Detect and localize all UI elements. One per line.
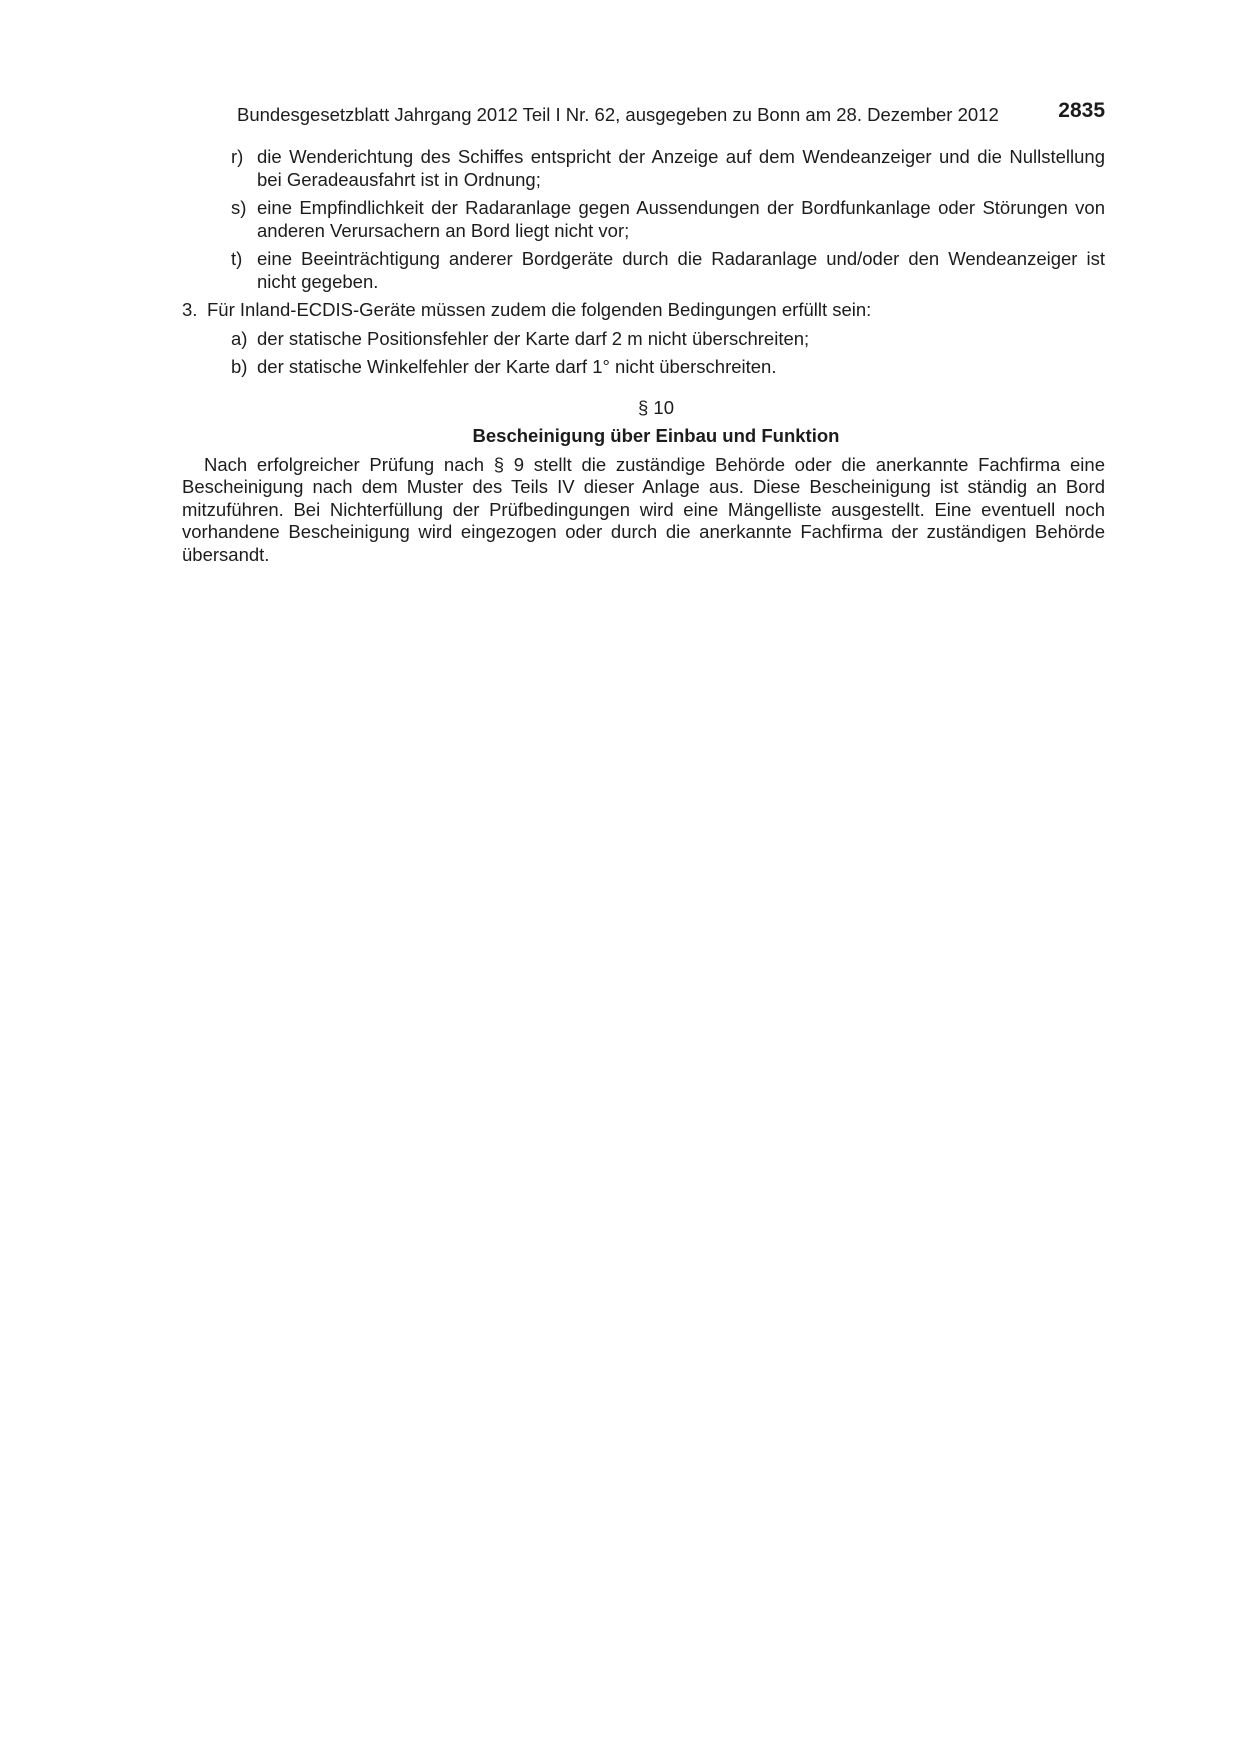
- list-item-text: Für Inland-ECDIS-Geräte müssen zudem die folgenden Bedingungen erfüllt sein:: [207, 299, 872, 320]
- list-item-3: [182, 299, 1105, 322]
- list-marker: r): [231, 146, 244, 167]
- list-marker: b): [231, 356, 248, 377]
- list-item-r: [207, 146, 1105, 191]
- list-marker: s): [231, 197, 247, 218]
- page-header: [207, 96, 1105, 126]
- section-number: § 10: [637, 396, 674, 418]
- section-body: Nach erfolgreicher Prüfung nach § 9 stellt die zuständige Behörde oder die anerkannte Fachfirma eine Bescheinigung nach dem Muster des Teils IV dieser Anlage aus. Diese Bescheinigung ist ständig an Bord mitzuführen. Bei Nichterfüllung der Prüfbedingungen wird eine Mängelliste ausgestellt. Eine eventuell noch vorhandene Bescheinigung wird eingezogen oder durch die anerkannte Fachfirma der zuständigen Behörde übersandt.: [182, 453, 1105, 565]
- list-item-a: [207, 328, 1105, 351]
- list-marker: t): [231, 248, 243, 269]
- list-item-text: die Wenderichtung des Schiffes entspricht der Anzeige auf dem Wendeanzeiger und die Nullstellung bei Geradeausfahrt ist in Ordnung;: [257, 146, 1105, 190]
- list-item-text: eine Beeinträchtigung anderer Bordgeräte durch die Radaranlage und/oder den Wendeanzeiger ist nicht gegeben.: [257, 248, 1105, 292]
- list-item-t: [207, 248, 1105, 293]
- list-marker: 3.: [182, 299, 198, 320]
- list-item-text: der statische Positionsfehler der Karte darf 2 m nicht überschreiten;: [257, 327, 810, 349]
- list-marker: a): [231, 327, 248, 349]
- page-number: 2835: [1058, 99, 1105, 122]
- section-title: Bescheinigung über Einbau und Funktion: [472, 425, 840, 446]
- running-title: Bundesgesetzblatt Jahrgang 2012 Teil I Nr. 62, ausgegeben zu Bonn am 28. Dezember 2012: [237, 104, 999, 125]
- list-item-text: der statische Winkelfehler der Karte darf 1° nicht überschreiten.: [257, 356, 777, 377]
- list-item-b: [207, 356, 1105, 379]
- list-item-s: [207, 197, 1105, 242]
- document-page: [182, 96, 1105, 566]
- list-item-text: eine Empfindlichkeit der Radaranlage gegen Aussendungen der Bordfunkanlage oder Störungen von anderen Verursachern an Bord liegt nicht vor;: [257, 197, 1105, 241]
